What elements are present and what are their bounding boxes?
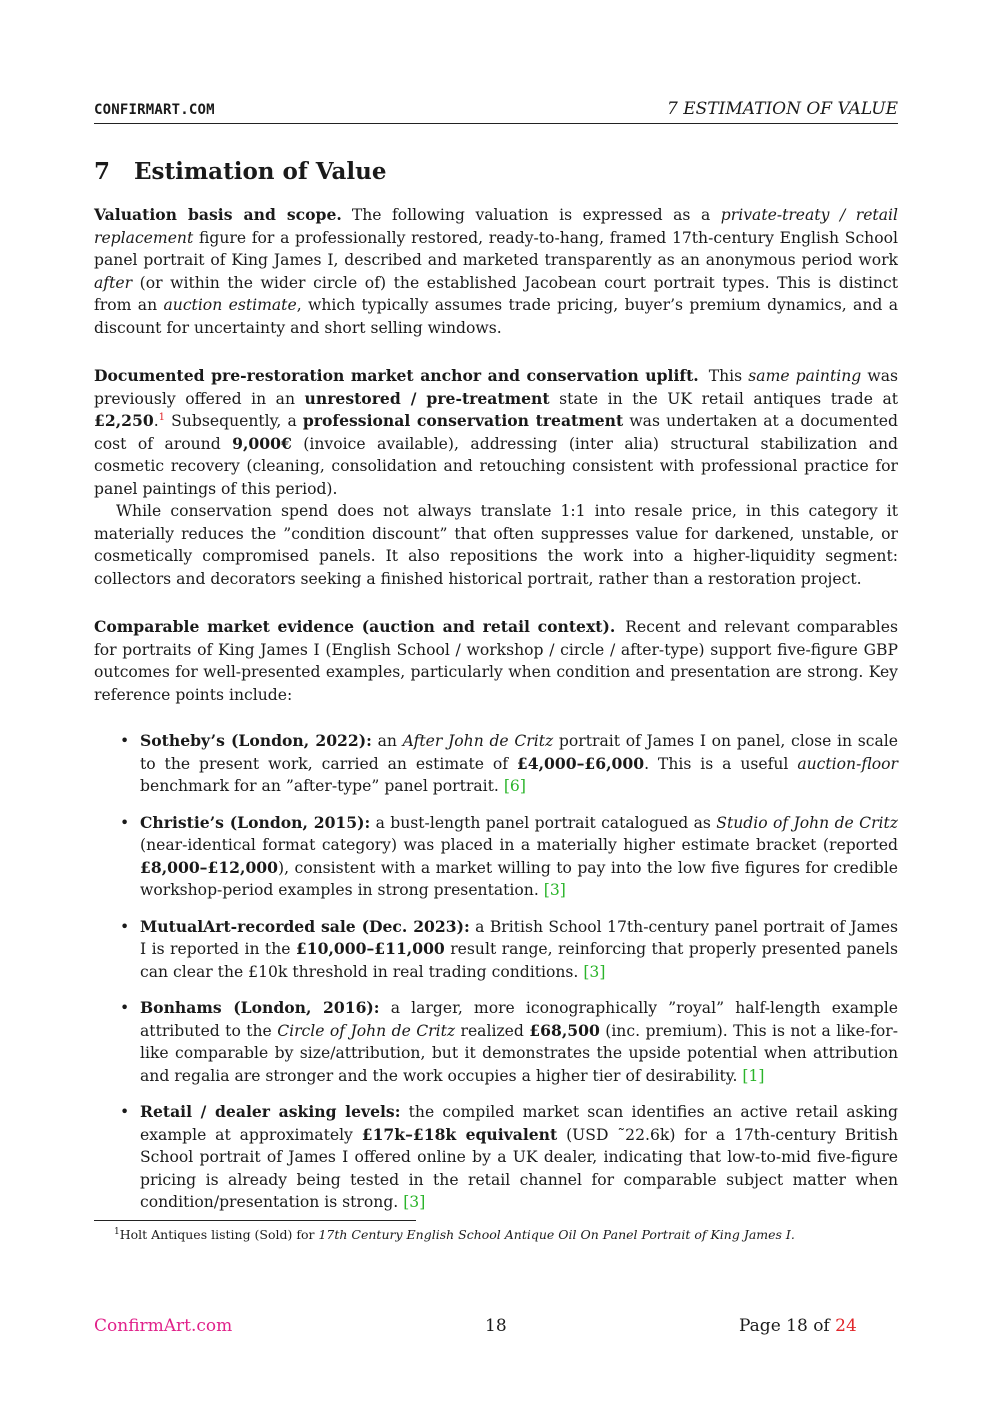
brand-logo: CONFIRMART.COM xyxy=(94,102,215,118)
emphasis: same painting xyxy=(748,367,862,385)
text-span: . This is a useful xyxy=(644,754,798,773)
strong: 9,000€ xyxy=(232,433,292,453)
text-span: (inc. premium). This is not a like-for-like comparable by size/attribution, but it demonstrates the upside potential when attribution and regalia are stronger and the work occupies a higher tier of desirability. xyxy=(140,1021,898,1085)
text-span: Recent and relevant comparables for portraits of King James I (English School / workshop / circle / after-type) support five-figure GBP outcomes for well-presented examples, particularly when condition and presentation are strong. Key reference points include: xyxy=(94,618,898,704)
strong: £4,000–£6,000 xyxy=(516,753,645,773)
footnote-rule xyxy=(94,1220,416,1221)
text-span: result range, reinforcing that properly presented panels can clear the £10k threshold in real trading conditions. xyxy=(140,940,898,981)
strong: professional conservation treatment xyxy=(302,411,624,430)
page-footer xyxy=(94,1316,898,1340)
strong: £17k–£18k equivalent xyxy=(361,1124,558,1144)
text-span: (or within the wider circle of) the established Jacobean court portrait types. This is distinct from an xyxy=(94,273,898,314)
text-span: (near-identical format category) was placed in a materially higher estimate bracket (reported xyxy=(140,836,898,854)
section-heading xyxy=(94,158,386,185)
emphasis: Circle of John de Critz xyxy=(277,1021,456,1040)
text-span: a bust-length panel portrait catalogued as xyxy=(370,813,717,832)
strong: £8,000–£12,000 xyxy=(140,857,279,877)
page-count xyxy=(739,1316,857,1336)
citation-link[interactable]: [3] xyxy=(583,962,606,981)
citation-link[interactable]: [1] xyxy=(742,1066,765,1085)
text-span: This xyxy=(708,367,749,385)
bullet-icon: • xyxy=(120,813,130,832)
paragraph-conservation-note: While conservation spend does not always translate 1:1 into resale price, in this category it materially reduces the ”condition discount” that often suppresses value for darkened, unstable, or cosmetically compromised panels. It also repositions the work into a higher-liquidity segment: collectors and decorators seeking a finished historical portrait, rather than a restoration project. xyxy=(94,502,898,588)
text-span: (USD ˜22.6k) for a 17th-century British School portrait of James I offered online by a UK dealer, indicating that low-to-mid five-figure pricing is already being tested in the retail channel for comparable subject matter when condition/presentation is strong. xyxy=(140,1125,898,1211)
comparables-list xyxy=(94,730,898,1214)
text-span: portrait of James I on panel, close in scale to the present work, carried an estimate of xyxy=(140,732,898,773)
list-item xyxy=(94,916,898,984)
strong: £2,250 xyxy=(94,411,154,430)
emphasis: auction-floor xyxy=(797,754,898,773)
running-section-title: 7 ESTIMATION OF VALUE xyxy=(667,99,898,119)
bullet-icon: • xyxy=(120,999,130,1017)
footnote-title: 17th Century English School Antique Oil On Panel Portrait of King James I. xyxy=(318,1227,795,1243)
emphasis: Studio of John de Critz xyxy=(716,813,898,832)
paragraph-heading: Valuation basis and scope. xyxy=(94,205,342,224)
citation-link[interactable]: [6] xyxy=(503,777,526,795)
item-lead: Christie’s (London, 2015): xyxy=(140,812,371,832)
item-lead: Bonhams (London, 2016): xyxy=(140,998,380,1017)
list-item xyxy=(94,730,898,798)
section-title: Estimation of Value xyxy=(134,158,387,185)
list-item xyxy=(94,997,898,1087)
page-number: 18 xyxy=(485,1316,507,1336)
paragraph-market-anchor xyxy=(94,365,898,500)
item-lead: MutualArt-recorded sale (Dec. 2023): xyxy=(140,916,470,936)
item-lead: Sotheby’s (London, 2022): xyxy=(140,731,372,750)
text-span: a larger, more iconographically ”royal” half-length example attributed to the xyxy=(140,999,898,1040)
text-span: Subsequently, a xyxy=(165,412,303,430)
strong: unrestored / pre-treatment xyxy=(304,388,550,408)
emphasis: auction estimate xyxy=(163,296,297,314)
list-item xyxy=(94,812,898,902)
footnote-mark: 1 xyxy=(114,1227,120,1237)
bullet-icon: • xyxy=(120,917,130,936)
text-span: ), consistent with a market willing to pay into the low five figures for credible workshop-period examples in strong presentation. xyxy=(140,858,898,899)
text-span: (invoice available), addressing (inter alia) structural stabilization and cosmetic recovery (cleaning, consolidation and retouching consistent with professional practice for panel paintings of this period). xyxy=(94,434,898,498)
text-span: figure for a professionally restored, ready-to-hang, framed 17th-century English School panel portrait of King James I, described and marketed transparently as an anonymous period work xyxy=(94,228,898,269)
text-span: a British School 17th-century panel portrait of James I is reported in the xyxy=(140,917,898,958)
emphasis: after xyxy=(94,273,133,292)
bullet-icon: • xyxy=(120,1103,130,1121)
footnote-text: Holt Antiques listing (Sold) for xyxy=(119,1227,319,1243)
footnote xyxy=(114,1227,795,1242)
text-span: benchmark for an ”after-type” panel portrait. xyxy=(140,777,504,795)
footnote-link[interactable]: 1 xyxy=(158,411,166,423)
text-span: The following valuation is expressed as a xyxy=(351,206,721,224)
emphasis: private-treaty / retail replacement xyxy=(94,206,898,247)
text-span: realized xyxy=(455,1021,530,1040)
footer-site-link[interactable]: ConfirmArt.com xyxy=(94,1316,233,1336)
body-text xyxy=(94,204,898,1228)
bullet-icon: • xyxy=(120,732,130,750)
section-number: 7 xyxy=(94,158,111,185)
text-span: , which typically assumes trade pricing, buyer’s premium dynamics, and a discount for uncertainty and short selling windows. xyxy=(94,296,899,337)
citation-link[interactable]: [3] xyxy=(403,1193,426,1211)
running-header xyxy=(94,99,898,124)
text-span: an xyxy=(371,732,403,750)
paragraph-heading: Comparable market evidence (auction and retail context). xyxy=(94,617,616,636)
paragraph-valuation-basis xyxy=(94,204,898,339)
list-item xyxy=(94,1101,898,1214)
emphasis: After John de Critz xyxy=(402,732,554,750)
paragraph-heading: Documented pre-restoration market anchor and conservation uplift. xyxy=(94,366,699,385)
paragraph-comparables xyxy=(94,616,898,706)
text-span: the compiled market scan identifies an active retail asking example at approximately xyxy=(140,1103,898,1144)
text-span: . xyxy=(153,412,159,430)
strong: £10,000–£11,000 xyxy=(295,939,445,958)
page-count-label: Page 18 of xyxy=(739,1316,836,1336)
citation-link[interactable]: [3] xyxy=(543,881,566,899)
item-lead: Retail / dealer asking levels: xyxy=(140,1102,401,1121)
total-pages-link[interactable]: 24 xyxy=(835,1316,857,1336)
text-span: was previously offered in an xyxy=(94,367,899,408)
strong: £68,500 xyxy=(529,1020,600,1040)
text-span: was undertaken at a documented cost of around xyxy=(94,412,898,453)
text-span: state in the UK retail antiques trade at xyxy=(549,389,899,408)
